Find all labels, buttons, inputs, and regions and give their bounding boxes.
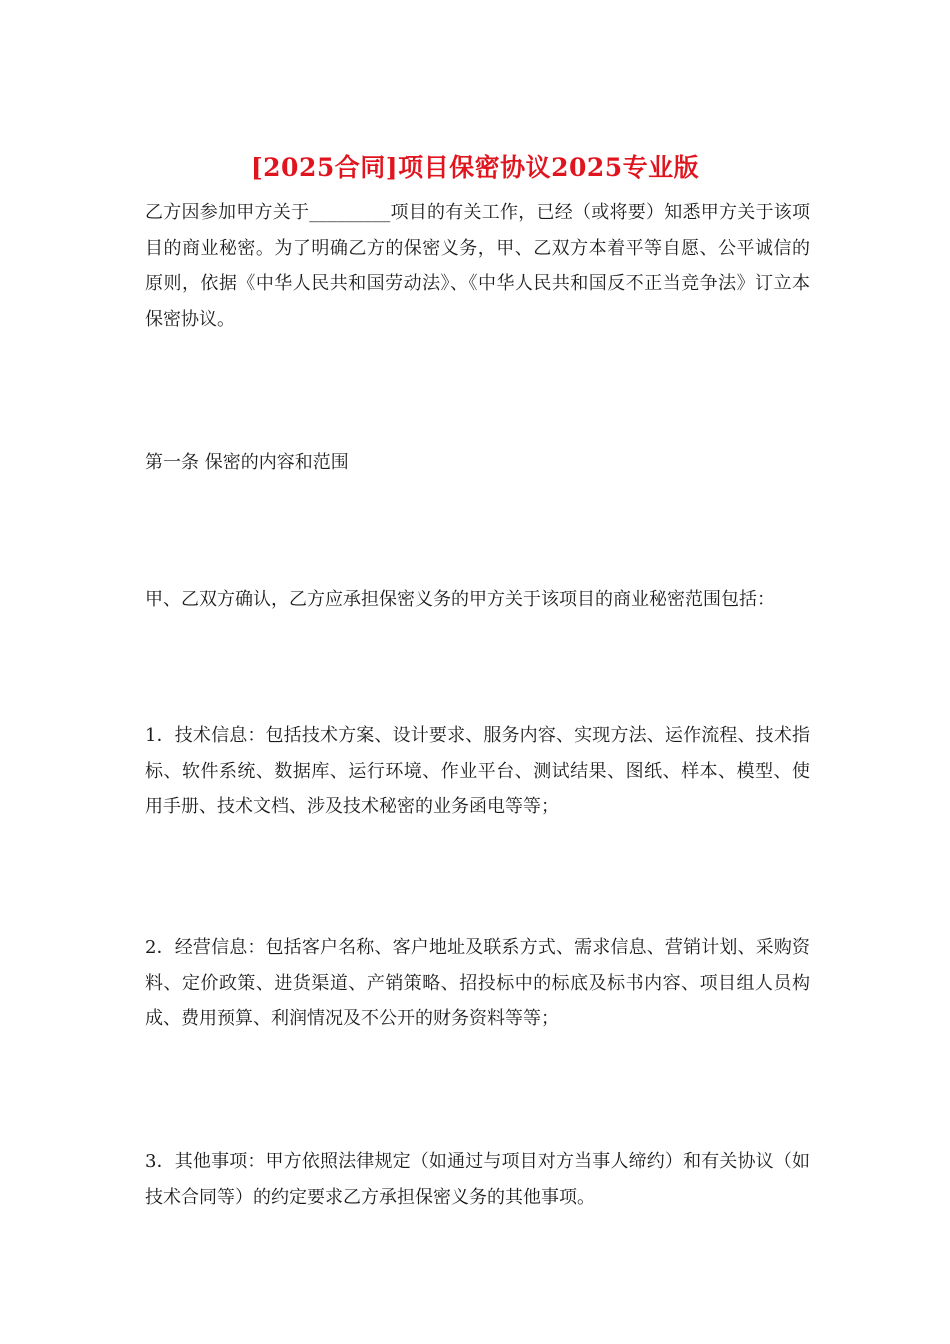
- intro-paragraph: 乙方因参加甲方关于_________项目的有关工作，已经（或将要）知悉甲方关于该项目的商业秘密。为了明确乙方的保密义务，甲、乙双方本着平等自愿、公平诚信的原则，依据《中华人民共和国劳动法》、《中华人民共和国反不正当竞争法》订立本保密协议。: [145, 202, 810, 330]
- business-info-item: 2．经营信息：包括客户名称、客户地址及联系方式、需求信息、营销计划、采购资料、定价政策、进货渠道、产销策略、招投标中的标底及标书内容、项目组人员构成、费用预算、利润情况及不公开的财务资料等等；: [145, 937, 810, 1029]
- article-1-heading: 第一条 保密的内容和范围: [145, 452, 349, 473]
- other-matters-item: 3．其他事项：甲方依照法律规定（如通过与项目对方当事人缔约）和有关协议（如技术合同等）的约定要求乙方承担保密义务的其他事项。: [145, 1151, 810, 1208]
- document-title: [2025合同]项目保密协议2025专业版: [250, 153, 700, 182]
- technical-info-item: 1．技术信息：包括技术方案、设计要求、服务内容、实现方法、运作流程、技术指标、软件系统、数据库、运行环境、作业平台、测试结果、图纸、样本、模型、使用手册、技术文档、涉及技术秘密的业务函电等等；: [145, 725, 810, 817]
- scope-statement-paragraph: 甲、乙双方确认，乙方应承担保密义务的甲方关于该项目的商业秘密范围包括：: [145, 589, 775, 610]
